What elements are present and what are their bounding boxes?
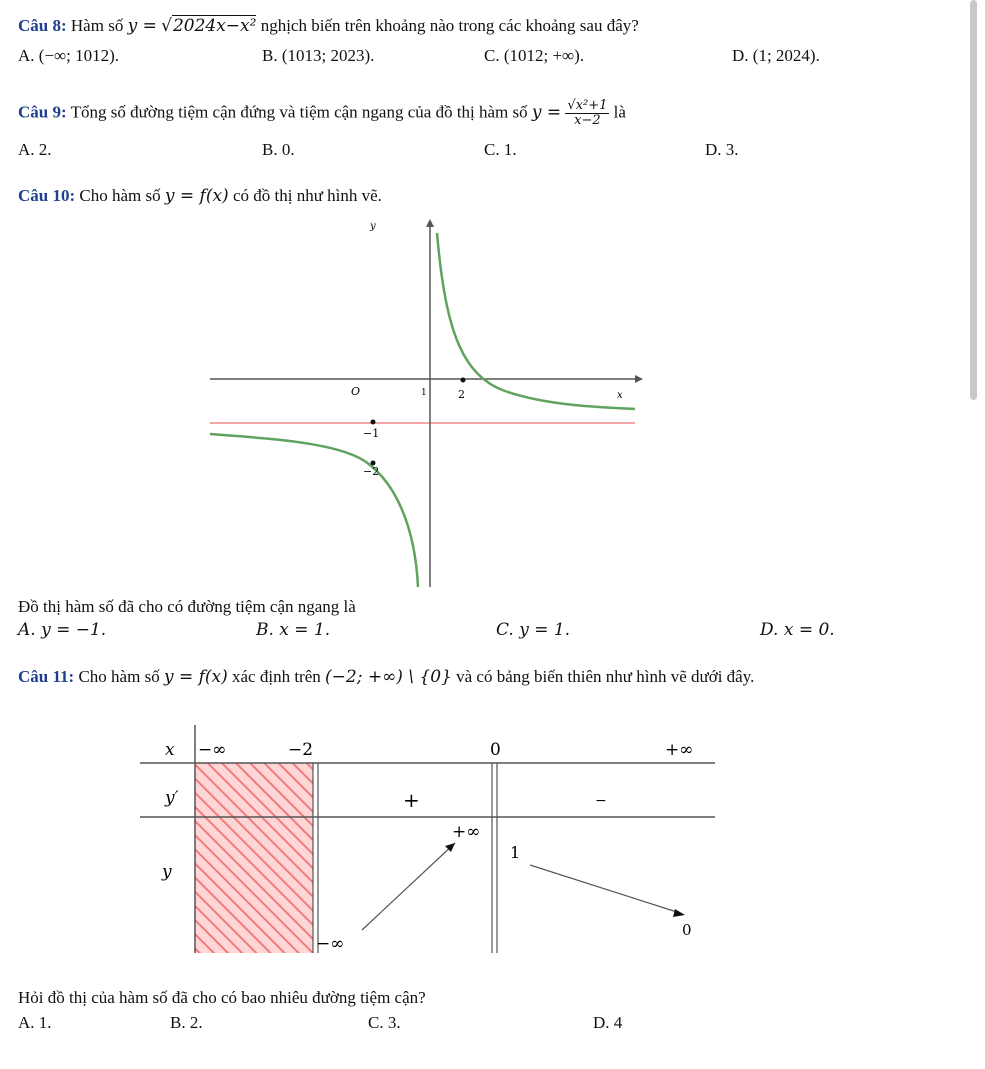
q8-label: Câu 8:: [18, 16, 67, 35]
q9-option-d: D. 3.: [705, 140, 739, 159]
q11-stem: [18, 667, 754, 687]
x-minus-2: −2: [288, 740, 314, 760]
q10-text-before: Cho hàm số: [79, 186, 161, 205]
q11-text-after: và có bảng biến thiên như hình vẽ dưới đây.: [456, 667, 755, 686]
q10-label: Câu 10:: [18, 186, 76, 205]
q10-func: y = f(x): [164, 186, 229, 206]
decrease-arrowhead: [673, 909, 685, 917]
q9-denominator: x−2: [574, 113, 601, 129]
q8-eq-left: y =: [127, 16, 157, 36]
q8-option-a: A. (−∞; 1012).: [18, 46, 120, 65]
q9-text-after: là: [613, 102, 626, 122]
q8-text-after: nghịch biến trên khoảng nào trong các khoảng sau đây?: [260, 16, 639, 35]
q11-option-d: D. 4: [593, 1013, 623, 1032]
q11-text-before: Cho hàm số: [78, 667, 160, 686]
q8-option-b: B. (1013; 2023).: [262, 46, 375, 65]
y-minus-inf: −∞: [316, 934, 345, 954]
q11-text-middle: xác định trên: [232, 667, 321, 686]
q9-option-a: A. 2.: [18, 140, 52, 159]
q9-fraction: [565, 99, 609, 129]
q9-numerator: √x²+1: [567, 98, 608, 113]
q11-option-b: B. 2.: [170, 1013, 203, 1032]
q9-option-c: C. 1.: [484, 140, 517, 159]
q8-text-before: Hàm số: [70, 16, 124, 35]
x-zero: 0: [490, 740, 501, 760]
q11-option-c: C. 3.: [368, 1013, 401, 1032]
point-on-curve-2: [371, 420, 376, 425]
q11-func: y = f(x): [163, 667, 228, 687]
q10-option-b: B. x = 1.: [256, 620, 331, 640]
q10-stem: [18, 186, 382, 206]
q11-variation-table: [140, 725, 720, 960]
q10-option-d: D. x = 0.: [760, 620, 835, 640]
row-label-y: y: [162, 862, 172, 882]
y-one: 1: [510, 843, 521, 862]
x-tick-2: 2: [458, 388, 465, 401]
decrease-arrow: [530, 865, 680, 913]
q8-option-d: D. (1; 2024).: [732, 46, 820, 65]
q10-graph: [205, 215, 645, 590]
point-on-curve-1: [461, 378, 466, 383]
row-label-x: x: [165, 740, 175, 760]
q10-prompt: Đồ thị hàm số đã cho có đường tiệm cận ngang là: [18, 597, 356, 616]
y-tick-neg2: −2: [363, 465, 380, 478]
x-axis-label: x: [617, 390, 623, 401]
right-branch-curve: [437, 233, 635, 409]
q11-label: Câu 11:: [18, 667, 75, 686]
origin-label: O: [351, 385, 361, 398]
q9-eq-left: y =: [531, 102, 562, 123]
x-plus-inf: +∞: [665, 740, 694, 760]
scrollbar[interactable]: [970, 0, 977, 400]
y-axis-arrow: [426, 219, 434, 227]
q11-prompt: Hỏi đồ thị của hàm số đã cho có bao nhiêu đường tiệm cận?: [18, 988, 426, 1007]
hatched-region: [195, 763, 313, 953]
sign-plus: +: [403, 788, 420, 812]
sign-minus: −: [595, 793, 607, 809]
x-axis-arrow: [635, 375, 643, 383]
q11-domain: (−2; +∞) \ {0}: [325, 667, 452, 687]
q10-option-a: A. y = −1.: [18, 620, 107, 640]
q9-text-before: Tổng số đường tiệm cận đứng và tiệm cận ngang của đồ thị hàm số: [70, 102, 528, 122]
y-axis-label: y: [370, 221, 376, 232]
q9-stem: [18, 99, 626, 129]
q8-option-c: C. (1012; +∞).: [484, 46, 585, 65]
y-plus-inf: +∞: [452, 822, 481, 842]
q10-option-c: C. y = 1.: [496, 620, 571, 640]
y-zero: 0: [682, 921, 692, 939]
q8-sqrt-body: 2024x−x²: [172, 16, 257, 36]
q8-sqrt: √2024x−x²: [161, 16, 257, 36]
x-minus-inf: −∞: [198, 740, 227, 760]
q10-text-after: có đồ thị như hình vẽ.: [232, 186, 382, 205]
row-label-yprime: y′: [165, 788, 179, 808]
increase-arrow: [362, 843, 455, 930]
y-tick-neg1: −1: [363, 427, 380, 440]
q8-stem: [18, 16, 639, 36]
q9-option-b: B. 0.: [262, 140, 295, 159]
q9-label: Câu 9:: [18, 102, 67, 122]
left-branch-curve: [210, 434, 418, 587]
x-tick-1: 1: [421, 388, 427, 398]
q11-option-a: A. 1.: [18, 1013, 52, 1032]
